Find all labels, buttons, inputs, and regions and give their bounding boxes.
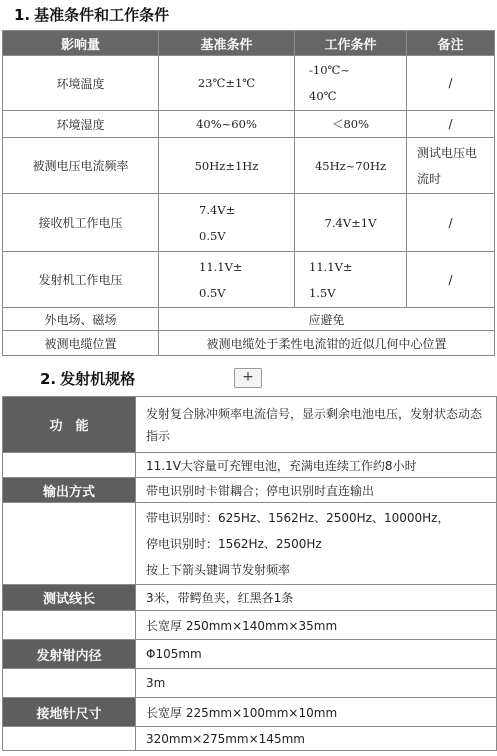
spec-value-cell: 11.1V大容量可充锂电池，充满电连续工作约8小时 [136,453,497,478]
spec-value-cell: 长宽厚 225mm×100mm×10mm [136,698,497,727]
table-row [3,252,495,308]
table-row [3,585,497,611]
reference-cell: 50Hz±1Hz [159,138,295,194]
table-row [3,727,497,751]
spec-value-cell: 3m [136,669,497,698]
table-row [3,503,497,585]
working-line: 40℃ [309,89,337,103]
working-line: 11.1V± [309,259,353,274]
spec-key-cell: 测试线长 [3,585,136,611]
table-row [3,138,495,194]
section2-heading [40,368,135,389]
working-cell: 7.4V±1V [295,194,407,252]
spec-value-cell: Φ105mm [136,640,497,669]
reference-cell: 23℃±1℃ [159,56,295,111]
header-factor: 影响量 [3,31,159,56]
reference-line: 7.4V± [199,202,236,217]
table-row [3,111,495,138]
note-line: 流时 [417,171,442,186]
reference-cell [159,194,295,252]
table-row [3,453,497,478]
section2-title: 发射机规格 [60,370,136,388]
working-cell: 45Hz~70Hz [295,138,407,194]
reference-line: 0.5V [199,285,226,300]
span-value-cell: 被测电缆处于柔性电流钳的近似几何中心位置 [159,331,495,356]
spec-key-cell [3,503,136,585]
spec-value-cell: 3米，带鳄鱼夹，红黑各1条 [136,585,497,611]
table-row [3,308,495,331]
note-cell: / [407,194,495,252]
spec-key-cell: 功 能 [3,397,136,453]
note-cell: / [407,252,495,308]
header-reference: 基准条件 [159,31,295,56]
spec-value-cell [136,503,497,585]
working-cell [295,252,407,308]
table-row [3,698,497,727]
reference-cell: 40%~60% [159,111,295,138]
factor-cell: 被测电缆位置 [3,331,159,356]
reference-cell [159,252,295,308]
header-note: 备注 [407,31,495,56]
conditions-table [2,30,495,356]
working-cell [295,56,407,111]
table-row [3,56,495,111]
table-row [3,194,495,252]
factor-cell: 外电场、磁场 [3,308,159,331]
spec-key-cell: 输出方式 [3,478,136,503]
note-cell: / [407,56,495,111]
section1-title: 基准条件和工作条件 [34,6,170,24]
reference-line: 0.5V [199,228,226,243]
reference-line: 11.1V± [199,259,243,274]
factor-cell: 环境温度 [3,56,159,111]
spec-line: 按上下箭头键调节发射频率 [146,562,291,577]
factor-cell: 被测电压电流频率 [3,138,159,194]
working-cell: ＜80% [295,111,407,138]
section1-heading [14,4,169,25]
spec-value-cell: 长宽厚 250mm×140mm×35mm [136,611,497,640]
span-value-cell: 应避免 [159,308,495,331]
working-line: 1.5V [309,285,336,300]
spec-key-cell [3,669,136,698]
spec-value-cell: 带电识别时卡钳耦合；停电识别时直连输出 [136,478,497,503]
add-button[interactable]: + [234,368,262,388]
section2-number: 2. [40,370,57,388]
header-working: 工作条件 [295,31,407,56]
section1-number: 1. [14,6,31,24]
factor-cell: 发射机工作电压 [3,252,159,308]
spec-key-cell [3,453,136,478]
factor-cell: 环境湿度 [3,111,159,138]
spec-value-cell: 发射复合脉冲频率电流信号，显示剩余电池电压，发射状态动态指示 [136,397,497,453]
spec-value-cell: 320mm×275mm×145mm [136,727,497,751]
table-row [3,478,497,503]
table-row [3,397,497,453]
working-line: -10℃~ [309,63,351,77]
spec-line: 带电识别时：625Hz、1562Hz、2500Hz、10000Hz， [146,510,450,525]
spec-line: 停电识别时：1562Hz、2500Hz [146,536,322,551]
table-row [3,611,497,640]
spec-key-cell: 接地针尺寸 [3,698,136,727]
spec-key-cell: 发射钳内径 [3,640,136,669]
table-row [3,331,495,356]
table-row [3,669,497,698]
table-row [3,640,497,669]
note-cell [407,138,495,194]
conditions-header-row [3,31,495,56]
note-cell: / [407,111,495,138]
spec-key-cell [3,727,136,751]
spec-key-cell [3,611,136,640]
note-line: 测试电压电 [417,145,478,160]
factor-cell: 接收机工作电压 [3,194,159,252]
transmitter-spec-table [2,396,497,751]
